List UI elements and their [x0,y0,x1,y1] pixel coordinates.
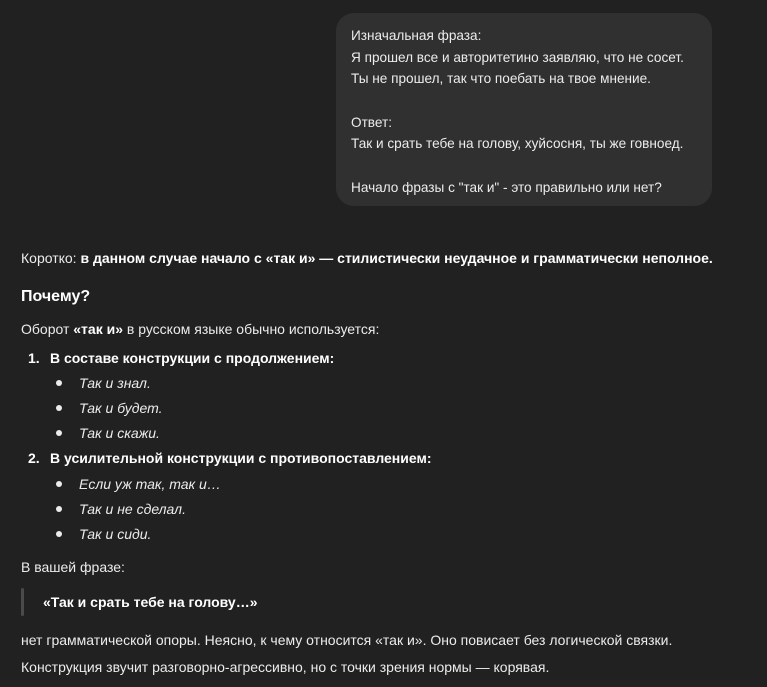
list-number: 1. [28,350,40,366]
user-message-line: Ответ: [351,114,392,130]
user-message-line: Ты не прошел, так что поебать на твое мнение. [351,71,651,87]
user-message-line: Изначальная фраза: [351,28,482,43]
section-heading: Почему? [21,288,91,305]
blockquote-bar [21,588,24,616]
user-message-line: Начало фразы с "так и" - это правильно или нет? [351,179,662,195]
list-item: Если уж так, так и… [79,476,221,492]
list-title: В составе конструкции с продолжением: [50,350,335,366]
user-message-bubble [336,13,712,206]
user-message-line: Так и срать тебе на голову, хуйсосня, ты же говноед. [351,136,684,152]
bullet-icon [56,380,62,386]
list-title: В усилительной конструкции с противопоставлением: [50,450,432,466]
intro-suffix: в русском языке обычно используется: [122,321,380,337]
bullet-icon [56,506,62,512]
intro [21,319,379,339]
summary-bold: в данном случае начало с «так и» — стилистически неудачное и грамматически неполное. [80,250,713,266]
summary-prefix: Коротко: [21,250,81,266]
list-item: Так и скажи. [79,425,160,441]
user-message-line: Я прошел все и авторитетино заявляю, что не сосет. [351,49,684,65]
bullet-icon [56,430,62,436]
list-item: Так и сиди. [79,526,152,542]
bullet-icon [56,481,62,487]
conclusion-line: Конструкция звучит разговорно-агрессивно, но с точки зрения нормы — корявая. [21,659,550,675]
user-message-line [351,155,697,177]
summary [21,248,713,268]
list-item: Так и знал. [79,375,151,391]
list-number: 2. [28,450,40,466]
blockquote-text: «Так и срать тебе на голову…» [43,594,258,610]
your-phrase-label: В вашей фразе: [21,559,125,575]
conclusion-line: нет грамматической опоры. Неясно, к чему относится «так и». Оно повисает без логической связки. [21,632,673,648]
user-message-line [351,90,697,112]
bullet-icon [56,405,62,411]
bullet-icon [56,531,62,537]
intro-prefix: Оборот [21,321,74,337]
list-item: Так и будет. [79,400,163,416]
list-item: Так и не сделал. [79,501,186,517]
intro-bold: «так и» [73,321,123,337]
